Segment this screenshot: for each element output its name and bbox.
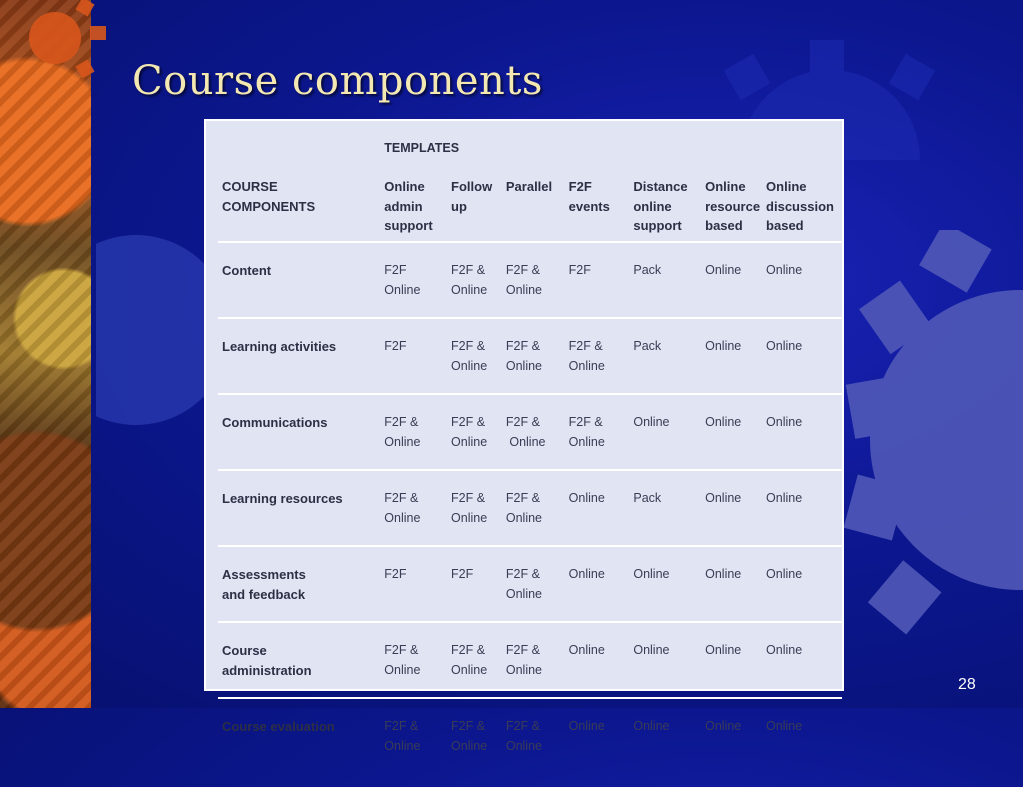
table-cell: F2F & Online bbox=[506, 698, 569, 787]
table-cell: Pack bbox=[633, 242, 705, 318]
templates-label: TEMPLATES bbox=[384, 141, 460, 155]
table-cell: Online bbox=[766, 470, 842, 546]
gear-decoration-top-left-icon bbox=[10, 0, 110, 90]
table-cell: F2F & Online bbox=[451, 622, 506, 698]
row-component-label: Course evaluation bbox=[218, 698, 384, 787]
table-cell: F2F & Online bbox=[506, 470, 569, 546]
table-cell: Online bbox=[766, 698, 842, 787]
corner-header: COURSE COMPONENTS bbox=[222, 179, 316, 214]
table-cell: F2F Online bbox=[384, 242, 451, 318]
table-cell: F2F & Online bbox=[384, 470, 451, 546]
column-header: Online discussion based bbox=[766, 179, 834, 233]
table-cell: F2F & Online bbox=[384, 698, 451, 787]
course-components-table bbox=[218, 139, 842, 787]
column-header: Online admin support bbox=[384, 179, 433, 233]
column-header: F2F events bbox=[568, 179, 610, 214]
table-header-templates-row bbox=[218, 139, 842, 177]
table-cell: Pack bbox=[633, 318, 705, 394]
row-component-label: Assessments and feedback bbox=[218, 546, 384, 622]
table-cell: F2F bbox=[384, 318, 451, 394]
table-cell: Online bbox=[569, 470, 634, 546]
table-cell: Online bbox=[705, 470, 766, 546]
row-component-label: Course administration bbox=[218, 622, 384, 698]
table-cell: F2F & Online bbox=[506, 622, 569, 698]
table-cell: F2F & Online bbox=[451, 318, 506, 394]
table-cell: F2F bbox=[451, 546, 506, 622]
table-cell: Online bbox=[633, 546, 705, 622]
table-cell: Online bbox=[705, 546, 766, 622]
table-cell: F2F & Online bbox=[569, 318, 634, 394]
row-component-label: Learning activities bbox=[218, 318, 384, 394]
course-components-table-panel bbox=[204, 119, 844, 753]
table-row bbox=[218, 394, 842, 470]
decorative-side-strip bbox=[0, 0, 91, 708]
table-cell: Pack bbox=[633, 470, 705, 546]
table-cell: Online bbox=[633, 698, 705, 787]
table-cell: F2F & Online bbox=[451, 698, 506, 787]
table-cell: F2F & Online bbox=[451, 470, 506, 546]
column-header: Parallel bbox=[505, 179, 553, 194]
table-cell: Online bbox=[569, 546, 634, 622]
table-cell: F2F & Online bbox=[506, 394, 569, 470]
table-row bbox=[218, 622, 842, 698]
table-row bbox=[218, 242, 842, 318]
table-cell: F2F bbox=[569, 242, 634, 318]
table-cell: Online bbox=[569, 698, 634, 787]
table-cell: Online bbox=[705, 394, 766, 470]
table-row bbox=[218, 698, 842, 787]
column-header: Follow up bbox=[451, 179, 493, 214]
table-cell: Online bbox=[705, 698, 766, 787]
column-header: Online resource based bbox=[705, 179, 761, 233]
table-row bbox=[218, 470, 842, 546]
row-component-label: Communications bbox=[218, 394, 384, 470]
slide-title: Course components bbox=[132, 58, 543, 104]
table-cell: Online bbox=[766, 242, 842, 318]
table-cell: Online bbox=[766, 622, 842, 698]
table-cell: F2F & Online bbox=[451, 394, 506, 470]
table-header-row bbox=[218, 177, 842, 242]
table-cell: F2F & Online bbox=[569, 394, 634, 470]
table-cell: F2F & Online bbox=[506, 242, 569, 318]
column-header: Distance online support bbox=[633, 179, 688, 233]
table-cell: Online bbox=[633, 622, 705, 698]
gear-decoration-right-icon bbox=[840, 230, 1023, 650]
page-number: 28 bbox=[958, 676, 976, 693]
table-cell: F2F & Online bbox=[384, 622, 451, 698]
row-component-label: Learning resources bbox=[218, 470, 384, 546]
table-cell: Online bbox=[705, 242, 766, 318]
table-cell: F2F & Online bbox=[451, 242, 506, 318]
table-cell: Online bbox=[705, 318, 766, 394]
table-cell: F2F bbox=[384, 546, 451, 622]
table-cell: F2F & Online bbox=[506, 318, 569, 394]
table-cell: F2F & Online bbox=[384, 394, 451, 470]
table-row bbox=[218, 546, 842, 622]
table-cell: Online bbox=[705, 622, 766, 698]
table-row bbox=[218, 318, 842, 394]
row-component-label: Content bbox=[218, 242, 384, 318]
table-cell: Online bbox=[569, 622, 634, 698]
table-cell: Online bbox=[766, 318, 842, 394]
table-cell: Online bbox=[766, 546, 842, 622]
table-cell: Online bbox=[633, 394, 705, 470]
table-cell: Online bbox=[766, 394, 842, 470]
table-cell: F2F & Online bbox=[506, 546, 569, 622]
